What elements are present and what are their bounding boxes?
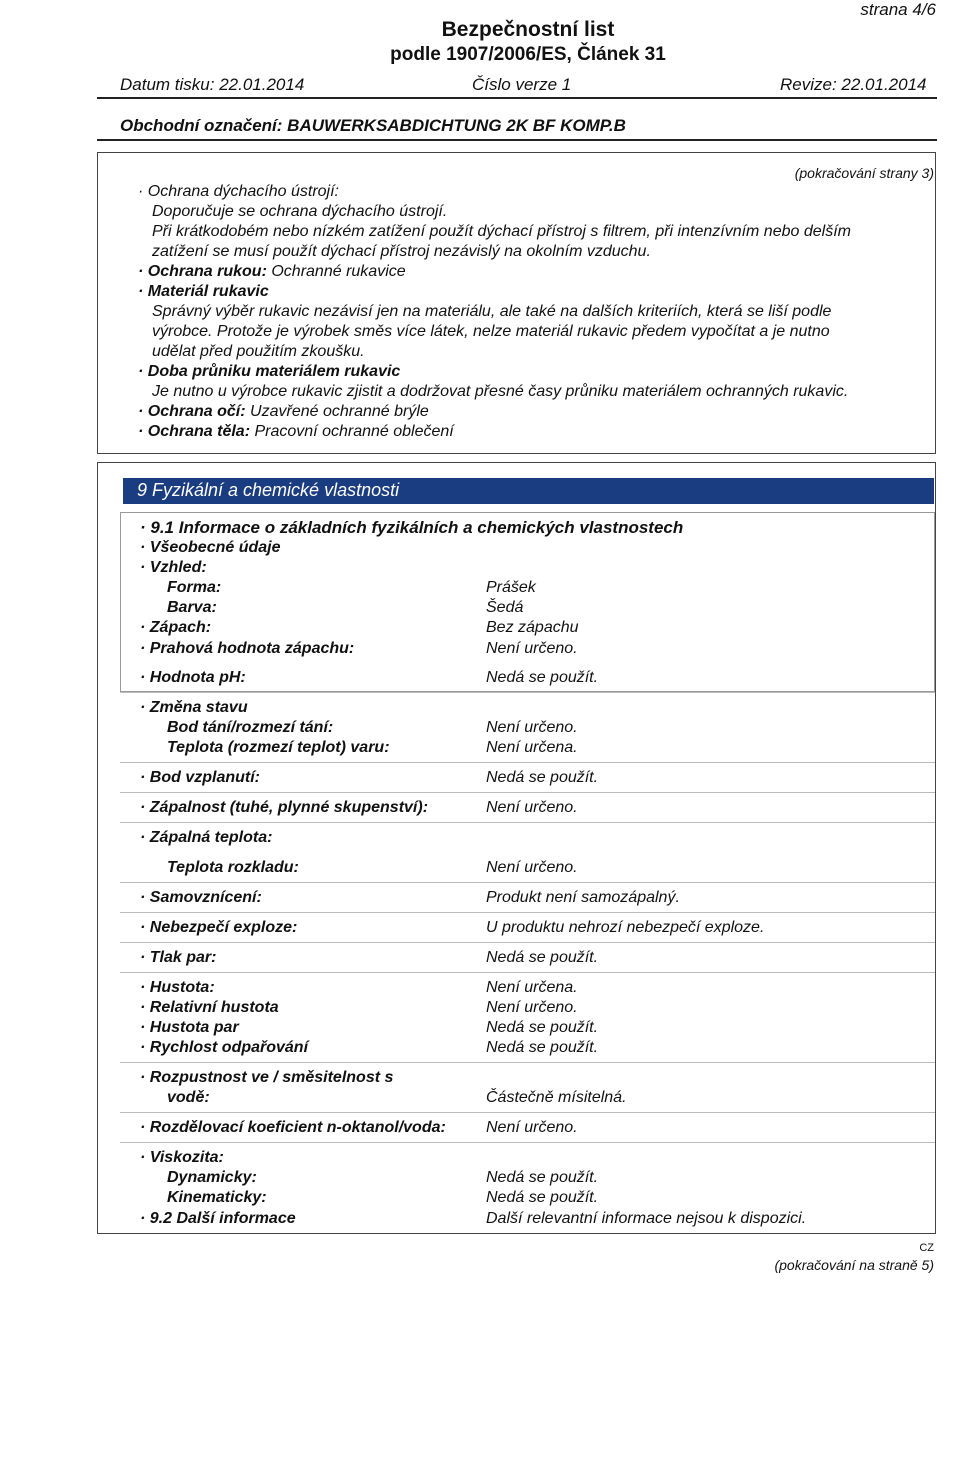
- odor-value: Bez zápachu: [486, 619, 579, 636]
- self-ignition-label: · Samovznícení:: [140, 889, 262, 906]
- vapor-pressure-label: · Tlak par:: [140, 949, 217, 966]
- odor-label: · Zápach:: [140, 619, 212, 636]
- eye-protection-label: · Ochrana očí:: [138, 403, 246, 420]
- trade-name: Obchodní označení: BAUWERKSABDICHTUNG 2K BF KOMP.B: [120, 116, 626, 135]
- relative-density-label: · Relativní hustota: [140, 999, 279, 1016]
- flash-point-label: · Bod vzplanutí:: [140, 769, 260, 786]
- glove-material-label: · Materiál rukavic: [138, 283, 269, 300]
- vapor-density-value: Nedá se použít.: [486, 1019, 599, 1036]
- explosion-danger-label: · Nebezpečí exploze:: [140, 919, 298, 936]
- self-ignition-value: Produkt není samozápalný.: [486, 889, 680, 906]
- decomposition-temp-value: Není určeno.: [486, 859, 578, 876]
- form-value: Prášek: [486, 579, 536, 596]
- color-value: Šedá: [486, 599, 524, 616]
- penetration-time-label: · Doba průniku materiálem rukavic: [138, 363, 401, 380]
- vapor-density-label: · Hustota par: [140, 1019, 239, 1036]
- row-separator: [120, 822, 935, 823]
- hand-protection-value: Ochranné rukavice: [271, 263, 406, 280]
- decomposition-temp-label: Teplota rozkladu:: [167, 859, 299, 876]
- version-number: Číslo verze 1: [472, 75, 572, 94]
- evaporation-rate-label: · Rychlost odpařování: [140, 1039, 309, 1056]
- row-separator: [120, 882, 935, 883]
- revision-date: Revize: 22.01.2014: [780, 75, 927, 94]
- row-separator: [120, 1142, 935, 1143]
- body-protection-label: · Ochrana těla:: [138, 423, 251, 440]
- continuation-note: (pokračování strany 3): [794, 165, 934, 181]
- row-separator: [120, 1062, 935, 1063]
- dynamic-viscosity-label: Dynamicky:: [167, 1169, 257, 1186]
- glove-text-line: výrobce. Protože je výrobek směs více látek, nelze materiál rukavic předem vypočítat a je nutno: [152, 323, 830, 340]
- appearance-label: · Vzhled:: [140, 559, 207, 576]
- odor-threshold-label: · Prahová hodnota zápachu:: [140, 640, 355, 657]
- boiling-point-value: Není určena.: [486, 739, 578, 756]
- document-subtitle: podle 1907/2006/ES, Článek 31: [390, 44, 666, 65]
- respiratory-text-line: Doporučuje se ochrana dýchacího ústrojí.: [152, 203, 448, 220]
- print-date: Datum tisku: 22.01.2014: [120, 75, 305, 94]
- language-code: CZ: [919, 1242, 934, 1254]
- melting-point-label: Bod tání/rozmezí tání:: [167, 719, 334, 736]
- row-separator: [120, 692, 935, 693]
- general-info-label: · Všeobecné údaje: [140, 539, 281, 556]
- odor-threshold-value: Není určeno.: [486, 640, 578, 657]
- solubility-value: Částečně mísitelná.: [486, 1089, 627, 1106]
- row-separator: [120, 792, 935, 793]
- subsection-9-1-heading: · 9.1 Informace o základních fyzikálních a chemických vlastnostech: [140, 518, 684, 537]
- body-protection-value: Pracovní ochranné oblečení: [254, 423, 454, 440]
- eye-protection-row: [138, 403, 429, 421]
- hand-protection-row: [138, 263, 406, 281]
- eye-protection-value: Uzavřené ochranné brýle: [250, 403, 429, 420]
- evaporation-rate-value: Nedá se použít.: [486, 1039, 599, 1056]
- ignition-temp-label: · Zápalná teplota:: [140, 829, 273, 846]
- hand-protection-label: · Ochrana rukou:: [138, 263, 267, 280]
- body-protection-row: [138, 423, 454, 441]
- flammability-value: Není určeno.: [486, 799, 578, 816]
- vapor-pressure-value: Nedá se použít.: [486, 949, 599, 966]
- kinematic-viscosity-value: Nedá se použít.: [486, 1189, 599, 1206]
- trade-divider: [97, 139, 937, 141]
- other-info-label: · 9.2 Další informace: [140, 1210, 296, 1227]
- flammability-label: · Zápalnost (tuhé, plynné skupenství):: [140, 799, 429, 816]
- page-number: strana 4/6: [860, 0, 936, 19]
- density-label: · Hustota:: [140, 979, 215, 996]
- section-9-heading: 9 Fyzikální a chemické vlastnosti: [123, 478, 934, 504]
- row-separator: [120, 942, 935, 943]
- glove-text-line: Správný výběr rukavic nezávisí jen na materiálu, ale také na dalších kriteriích, která se liší podle: [152, 303, 832, 320]
- partition-coefficient-value: Není určeno.: [486, 1119, 578, 1136]
- state-change-label: · Změna stavu: [140, 699, 248, 716]
- ph-value: Nedá se použít.: [486, 669, 599, 686]
- penetration-text-line: Je nutno u výrobce rukavic zjistit a dodržovat přesné časy průniku materiálem ochranných rukavic.: [152, 383, 849, 400]
- relative-density-value: Není určeno.: [486, 999, 578, 1016]
- explosion-danger-value: U produktu nehrozí nebezpečí exploze.: [486, 919, 765, 936]
- continuation-next-page: (pokračování na straně 5): [774, 1257, 934, 1273]
- boiling-point-label: Teplota (rozmezí teplot) varu:: [167, 739, 390, 756]
- row-separator: [120, 762, 935, 763]
- viscosity-label: · Viskozita:: [140, 1149, 224, 1166]
- header-divider: [97, 97, 937, 99]
- document-title: Bezpečnostní list: [441, 18, 615, 41]
- partition-coefficient-label: · Rozdělovací koeficient n-oktanol/voda:: [140, 1119, 446, 1136]
- solubility-label: · Rozpustnost ve / směsitelnost s: [140, 1069, 394, 1086]
- respiratory-protection-label: · Ochrana dýchacího ústrojí:: [138, 183, 339, 200]
- other-info-value: Další relevantní informace nejsou k dispozici.: [486, 1210, 807, 1227]
- row-separator: [120, 972, 935, 973]
- glove-text-line: udělat před použitím zkoušku.: [152, 343, 365, 360]
- form-label: Forma:: [167, 579, 222, 596]
- kinematic-viscosity-label: Kinematicky:: [167, 1189, 267, 1206]
- color-label: Barva:: [167, 599, 217, 616]
- dynamic-viscosity-value: Nedá se použít.: [486, 1169, 599, 1186]
- melting-point-value: Není určeno.: [486, 719, 578, 736]
- solubility-label-cont: vodě:: [167, 1089, 210, 1106]
- density-value: Není určena.: [486, 979, 578, 996]
- respiratory-text-line: zatížení se musí použít dýchací přístroj nezávislý na okolním vzduchu.: [152, 243, 651, 260]
- respiratory-text-line: Při krátkodobém nebo nízkém zatížení použít dýchací přístroj s filtrem, při intenzívním nebo delším: [152, 223, 851, 240]
- flash-point-value: Nedá se použít.: [486, 769, 599, 786]
- row-separator: [120, 1112, 935, 1113]
- ph-label: · Hodnota pH:: [140, 669, 246, 686]
- row-separator: [120, 912, 935, 913]
